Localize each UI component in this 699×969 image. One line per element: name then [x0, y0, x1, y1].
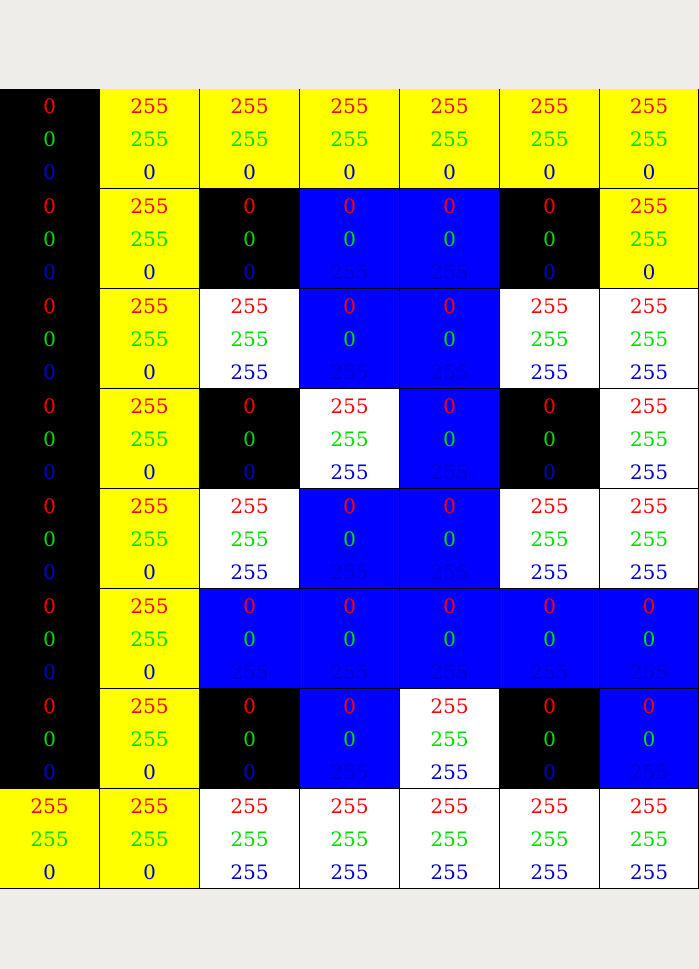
pixel-cell — [600, 389, 699, 489]
green-value: 0 — [43, 526, 56, 551]
blue-value: 255 — [629, 559, 669, 584]
blue-value: 255 — [430, 359, 469, 384]
red-value: 0 — [243, 693, 256, 718]
blue-value: 255 — [330, 459, 369, 484]
green-value: 0 — [43, 326, 56, 351]
blue-value: 0 — [43, 859, 56, 884]
green-value: 0 — [543, 726, 556, 751]
pixel-cell — [200, 589, 300, 689]
pixel-cell — [400, 589, 500, 689]
blue-value: 255 — [230, 359, 269, 384]
pixel-cell — [500, 589, 600, 689]
pixel-cell — [400, 789, 500, 889]
pixel-cell — [600, 489, 699, 589]
blue-value: 255 — [230, 659, 269, 684]
green-value: 255 — [330, 126, 369, 151]
blue-value: 255 — [530, 359, 569, 384]
green-value: 255 — [330, 426, 369, 451]
pixel-cell — [0, 689, 100, 789]
blue-value: 255 — [430, 659, 469, 684]
green-value: 255 — [230, 326, 269, 351]
pixel-cell — [500, 389, 600, 489]
red-value: 255 — [130, 393, 169, 418]
red-value: 255 — [230, 793, 269, 818]
green-value: 0 — [43, 126, 56, 151]
pixel-cell — [400, 489, 500, 589]
blue-value: 255 — [330, 259, 369, 284]
red-value: 255 — [130, 593, 169, 618]
pixel-cell — [600, 189, 699, 289]
green-value: 255 — [230, 526, 269, 551]
blue-value: 255 — [629, 859, 669, 884]
green-value: 0 — [43, 726, 56, 751]
pixel-cell — [0, 189, 100, 289]
red-value: 255 — [629, 793, 669, 818]
red-value: 0 — [43, 693, 56, 718]
red-value: 0 — [43, 293, 56, 318]
red-value: 0 — [543, 593, 556, 618]
red-value: 255 — [629, 193, 669, 218]
blue-value: 255 — [330, 559, 369, 584]
red-value: 255 — [130, 293, 169, 318]
pixel-cell — [600, 289, 699, 389]
green-value: 0 — [543, 226, 556, 251]
green-value: 0 — [43, 226, 56, 251]
blue-value: 0 — [343, 159, 356, 184]
green-value: 0 — [43, 426, 56, 451]
green-value: 255 — [30, 826, 69, 851]
green-value: 0 — [243, 626, 256, 651]
pixel-cell — [300, 89, 400, 189]
green-value: 0 — [343, 726, 356, 751]
blue-value: 0 — [543, 159, 556, 184]
pixel-cell — [600, 789, 699, 889]
blue-value: 0 — [43, 359, 56, 384]
blue-value: 0 — [443, 159, 456, 184]
pixel-cell — [200, 789, 300, 889]
pixel-cell — [600, 689, 699, 789]
blue-value: 0 — [43, 659, 56, 684]
red-value: 255 — [130, 193, 169, 218]
pixel-cell — [300, 489, 400, 589]
red-value: 0 — [43, 593, 56, 618]
green-value: 255 — [629, 426, 669, 451]
red-value: 255 — [330, 393, 369, 418]
green-value: 0 — [243, 426, 256, 451]
green-value: 255 — [130, 626, 169, 651]
blue-value: 255 — [330, 359, 369, 384]
blue-value: 0 — [143, 559, 156, 584]
pixel-cell — [200, 189, 300, 289]
blue-value: 0 — [243, 759, 256, 784]
green-value: 0 — [642, 626, 656, 651]
pixel-cell — [200, 389, 300, 489]
green-value: 255 — [430, 126, 469, 151]
pixel-cell — [100, 189, 200, 289]
green-value: 255 — [629, 826, 669, 851]
red-value: 0 — [243, 193, 256, 218]
blue-value: 255 — [629, 359, 669, 384]
red-value: 0 — [443, 293, 456, 318]
green-value: 0 — [543, 626, 556, 651]
red-value: 255 — [130, 493, 169, 518]
red-value: 0 — [443, 493, 456, 518]
green-value: 0 — [343, 526, 356, 551]
blue-value: 255 — [629, 759, 669, 784]
blue-value: 255 — [430, 859, 469, 884]
red-value: 255 — [230, 293, 269, 318]
pixel-cell — [0, 489, 100, 589]
pixel-cell — [400, 689, 500, 789]
pixel-cell — [300, 389, 400, 489]
red-value: 255 — [530, 793, 569, 818]
red-value: 0 — [642, 693, 656, 718]
pixel-cell — [500, 189, 600, 289]
pixel-cell — [500, 489, 600, 589]
green-value: 0 — [343, 226, 356, 251]
red-value: 255 — [230, 93, 269, 118]
blue-value: 255 — [330, 759, 369, 784]
red-value: 255 — [430, 693, 469, 718]
red-value: 255 — [230, 493, 269, 518]
pixel-cell — [300, 289, 400, 389]
pixel-cell — [300, 589, 400, 689]
blue-value: 0 — [143, 459, 156, 484]
pixel-cell — [0, 589, 100, 689]
green-value: 0 — [443, 326, 456, 351]
red-value: 0 — [443, 193, 456, 218]
blue-value: 255 — [230, 559, 269, 584]
green-value: 255 — [629, 326, 669, 351]
green-value: 255 — [130, 426, 169, 451]
blue-value: 0 — [143, 359, 156, 384]
red-value: 255 — [629, 393, 669, 418]
pixel-cell — [100, 589, 200, 689]
blue-value: 255 — [629, 459, 669, 484]
blue-value: 0 — [43, 459, 56, 484]
green-value: 255 — [629, 126, 669, 151]
green-value: 0 — [243, 226, 256, 251]
green-value: 255 — [130, 226, 169, 251]
blue-value: 255 — [330, 659, 369, 684]
pixel-cell — [400, 389, 500, 489]
blue-value: 0 — [143, 259, 156, 284]
green-value: 255 — [530, 126, 569, 151]
blue-value: 0 — [143, 859, 156, 884]
pixel-cell — [600, 89, 699, 189]
pixel-cell — [500, 89, 600, 189]
green-value: 255 — [130, 726, 169, 751]
red-value: 255 — [430, 93, 469, 118]
pixel-cell — [100, 789, 200, 889]
pixel-cell — [500, 789, 600, 889]
green-value: 0 — [343, 626, 356, 651]
green-value: 0 — [443, 626, 456, 651]
pixel-cell — [400, 189, 500, 289]
pixel-cell — [400, 289, 500, 389]
red-value: 0 — [243, 593, 256, 618]
blue-value: 0 — [43, 259, 56, 284]
green-value: 255 — [430, 826, 469, 851]
pixel-cell — [200, 689, 300, 789]
pixel-cell — [100, 689, 200, 789]
green-value: 0 — [642, 726, 656, 751]
green-value: 255 — [130, 326, 169, 351]
pixel-cell — [200, 289, 300, 389]
green-value: 0 — [443, 426, 456, 451]
pixel-cell — [600, 589, 699, 689]
pixel-cell — [0, 789, 100, 889]
green-value: 0 — [43, 626, 56, 651]
red-value: 255 — [130, 793, 169, 818]
green-value: 255 — [230, 126, 269, 151]
red-value: 0 — [43, 493, 56, 518]
blue-value: 0 — [243, 459, 256, 484]
red-value: 0 — [443, 393, 456, 418]
green-value: 255 — [330, 826, 369, 851]
blue-value: 0 — [642, 259, 656, 284]
red-value: 0 — [243, 393, 256, 418]
red-value: 255 — [130, 93, 169, 118]
rgb-pixel-grid — [0, 89, 699, 889]
pixel-cell — [200, 489, 300, 589]
red-value: 255 — [330, 93, 369, 118]
pixel-cell — [500, 689, 600, 789]
pixel-cell — [300, 789, 400, 889]
green-value: 0 — [543, 426, 556, 451]
blue-value: 0 — [43, 559, 56, 584]
green-value: 0 — [343, 326, 356, 351]
blue-value: 255 — [530, 559, 569, 584]
red-value: 0 — [543, 193, 556, 218]
green-value: 255 — [130, 826, 169, 851]
blue-value: 255 — [230, 859, 269, 884]
red-value: 255 — [530, 293, 569, 318]
pixel-cell — [100, 289, 200, 389]
red-value: 0 — [543, 693, 556, 718]
red-value: 0 — [43, 93, 56, 118]
blue-value: 0 — [143, 759, 156, 784]
blue-value: 0 — [543, 459, 556, 484]
red-value: 255 — [430, 793, 469, 818]
blue-value: 255 — [430, 559, 469, 584]
pixel-cell — [300, 689, 400, 789]
green-value: 255 — [629, 526, 669, 551]
pixel-cell — [200, 89, 300, 189]
red-value: 255 — [530, 493, 569, 518]
pixel-cell — [100, 89, 200, 189]
blue-value: 255 — [430, 759, 469, 784]
pixel-cell — [0, 389, 100, 489]
red-value: 255 — [30, 793, 69, 818]
green-value: 255 — [530, 526, 569, 551]
green-value: 255 — [629, 226, 669, 251]
blue-value: 255 — [530, 659, 569, 684]
green-value: 255 — [130, 526, 169, 551]
blue-value: 255 — [530, 859, 569, 884]
blue-value: 0 — [43, 159, 56, 184]
pixel-cell — [100, 389, 200, 489]
blue-value: 0 — [243, 259, 256, 284]
blue-value: 0 — [543, 259, 556, 284]
green-value: 255 — [530, 326, 569, 351]
blue-value: 255 — [629, 659, 669, 684]
red-value: 255 — [629, 493, 669, 518]
red-value: 0 — [343, 693, 356, 718]
blue-value: 0 — [43, 759, 56, 784]
pixel-cell — [500, 289, 600, 389]
red-value: 255 — [629, 93, 669, 118]
blue-value: 255 — [330, 859, 369, 884]
green-value: 255 — [130, 126, 169, 151]
blue-value: 0 — [642, 159, 656, 184]
green-value: 255 — [430, 726, 469, 751]
pixel-cell — [400, 89, 500, 189]
green-value: 0 — [243, 726, 256, 751]
blue-value: 255 — [430, 459, 469, 484]
pixel-cell — [100, 489, 200, 589]
blue-value: 0 — [143, 159, 156, 184]
red-value: 255 — [530, 93, 569, 118]
red-value: 0 — [343, 193, 356, 218]
red-value: 0 — [343, 493, 356, 518]
pixel-cell — [0, 89, 100, 189]
blue-value: 0 — [143, 659, 156, 684]
red-value: 255 — [330, 793, 369, 818]
red-value: 0 — [43, 393, 56, 418]
red-value: 255 — [130, 693, 169, 718]
green-value: 0 — [443, 526, 456, 551]
red-value: 0 — [543, 393, 556, 418]
blue-value: 0 — [543, 759, 556, 784]
red-value: 0 — [642, 593, 656, 618]
green-value: 255 — [530, 826, 569, 851]
green-value: 0 — [443, 226, 456, 251]
red-value: 0 — [443, 593, 456, 618]
blue-value: 0 — [243, 159, 256, 184]
red-value: 0 — [343, 593, 356, 618]
red-value: 255 — [629, 293, 669, 318]
pixel-cell — [0, 289, 100, 389]
blue-value: 255 — [430, 259, 469, 284]
red-value: 0 — [43, 193, 56, 218]
pixel-cell — [300, 189, 400, 289]
red-value: 0 — [343, 293, 356, 318]
green-value: 255 — [230, 826, 269, 851]
